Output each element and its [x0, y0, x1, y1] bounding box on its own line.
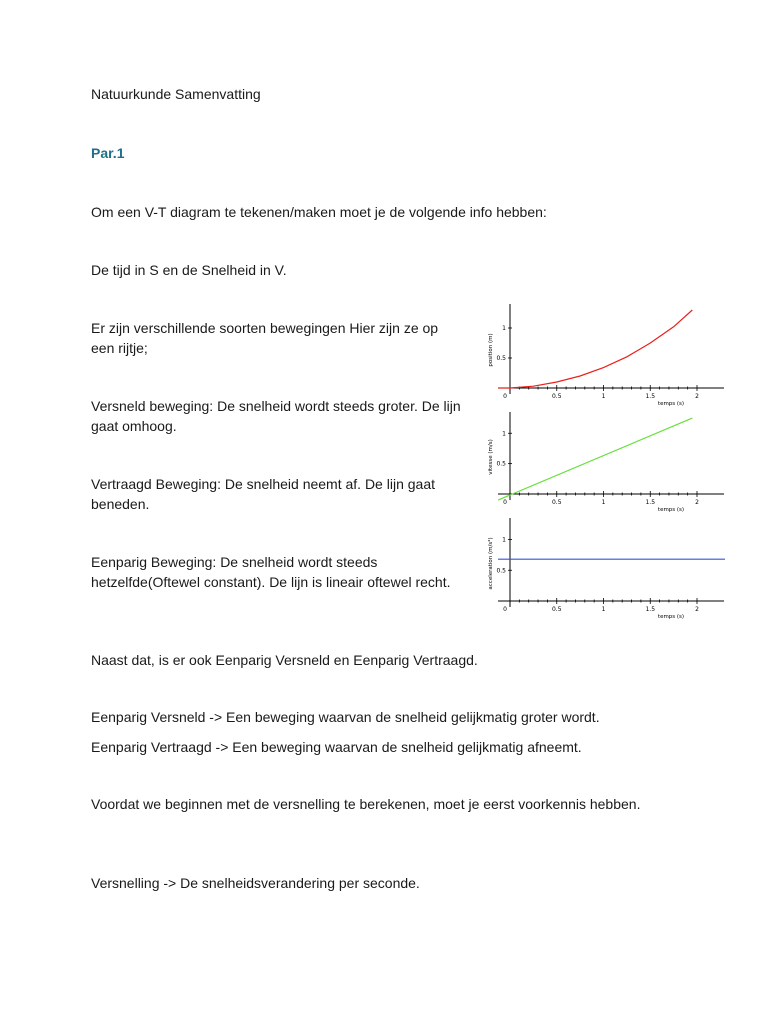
chart-3-x-tick-label: 0.5: [551, 606, 562, 613]
chart-1-x-tick-label: 1: [601, 393, 606, 400]
chart-3-y-tick-label: 1: [502, 536, 506, 544]
paragraph-time-speed: De tijd in S en de Snelheid in V.: [91, 262, 287, 278]
motion-graphs-figure: [474, 300, 734, 630]
chart-1-x-axis-label: temps (s): [657, 401, 685, 407]
chart-2-y-tick-label: 1: [502, 430, 506, 438]
paragraph-voorkennis: Voordat we beginnen met de versnelling te berekenen, moet je eerst voorkennis hebben.: [91, 796, 641, 812]
chart-3-x-axis-label: temps (s): [657, 614, 685, 620]
chart-1-y-axis-label: position (m): [488, 333, 494, 367]
chart-1-x-tick-label: 0.5: [551, 393, 562, 400]
document-title: Natuurkunde Samenvatting: [91, 86, 261, 102]
section-heading: Par.1: [91, 145, 125, 161]
chart-2-x-axis-label: temps (s): [657, 507, 685, 513]
chart-2-x-tick-label: 0: [503, 499, 507, 506]
chart-2-y-axis-label: vitesse (m/s): [488, 439, 494, 475]
paragraph-naast-dat: Naast dat, is er ook Eenparig Versneld en Eenparig Vertraagd.: [91, 652, 478, 668]
chart-3-x-tick-label: 0: [503, 606, 507, 613]
chart-2-series-vitesse: [498, 418, 692, 500]
chart-1-x-tick-label: 0: [503, 393, 507, 400]
chart-1-y-tick-label: 1: [502, 325, 506, 332]
chart-2-x-tick-label: 1: [601, 499, 606, 506]
chart-2-x-tick-label: 0.5: [551, 499, 562, 506]
chart-2-x-tick-label: 1.5: [645, 499, 656, 506]
chart-1-x-tick-label: 2: [695, 393, 699, 400]
chart-3-x-tick-label: 2: [695, 606, 699, 613]
paragraph-versnelling: Versnelling -> De snelheidsverandering per seconde.: [91, 875, 420, 891]
chart-1-series-position: [498, 310, 692, 388]
chart-1-y-tick-label: 0.5: [496, 355, 506, 362]
paragraph-eenparig-vertraagd: Eenparig Vertraagd -> Een beweging waarvan de snelheid gelijkmatig afneemt.: [91, 739, 582, 755]
chart-2-y-tick-label: 0.5: [496, 460, 506, 468]
chart-3-y-tick-label: 0.5: [496, 567, 506, 575]
paragraph-eenparig-versneld: Eenparig Versneld -> Een beweging waarvan de snelheid gelijkmatig groter wordt.: [91, 709, 600, 725]
chart-2-x-tick-label: 2: [695, 499, 699, 506]
chart-3-x-tick-label: 1: [601, 606, 606, 613]
motion-graphs-svg: [474, 300, 734, 630]
paragraph-versneld: Versneld beweging: De snelheid wordt steeds groter. De lijn gaat omhoog.: [91, 398, 461, 434]
paragraph-eenparig: Eenparig Beweging: De snelheid wordt steeds hetzelfde(Oftewel constant). De lijn is lineair oftewel recht.: [91, 554, 451, 590]
paragraph-vertraagd: Vertraagd Beweging: De snelheid neemt af. De lijn gaat beneden.: [91, 476, 435, 512]
chart-1-x-tick-label: 1.5: [645, 393, 656, 400]
chart-3-x-tick-label: 1.5: [645, 606, 656, 613]
chart-3-y-axis-label: acceleration (m/s²): [488, 537, 494, 590]
paragraph-movement-types: Er zijn verschillende soorten bewegingen Hier zijn ze op een rijtje;: [91, 320, 439, 356]
paragraph-vt-diagram: Om een V-T diagram te tekenen/maken moet je de volgende info hebben:: [91, 204, 547, 220]
